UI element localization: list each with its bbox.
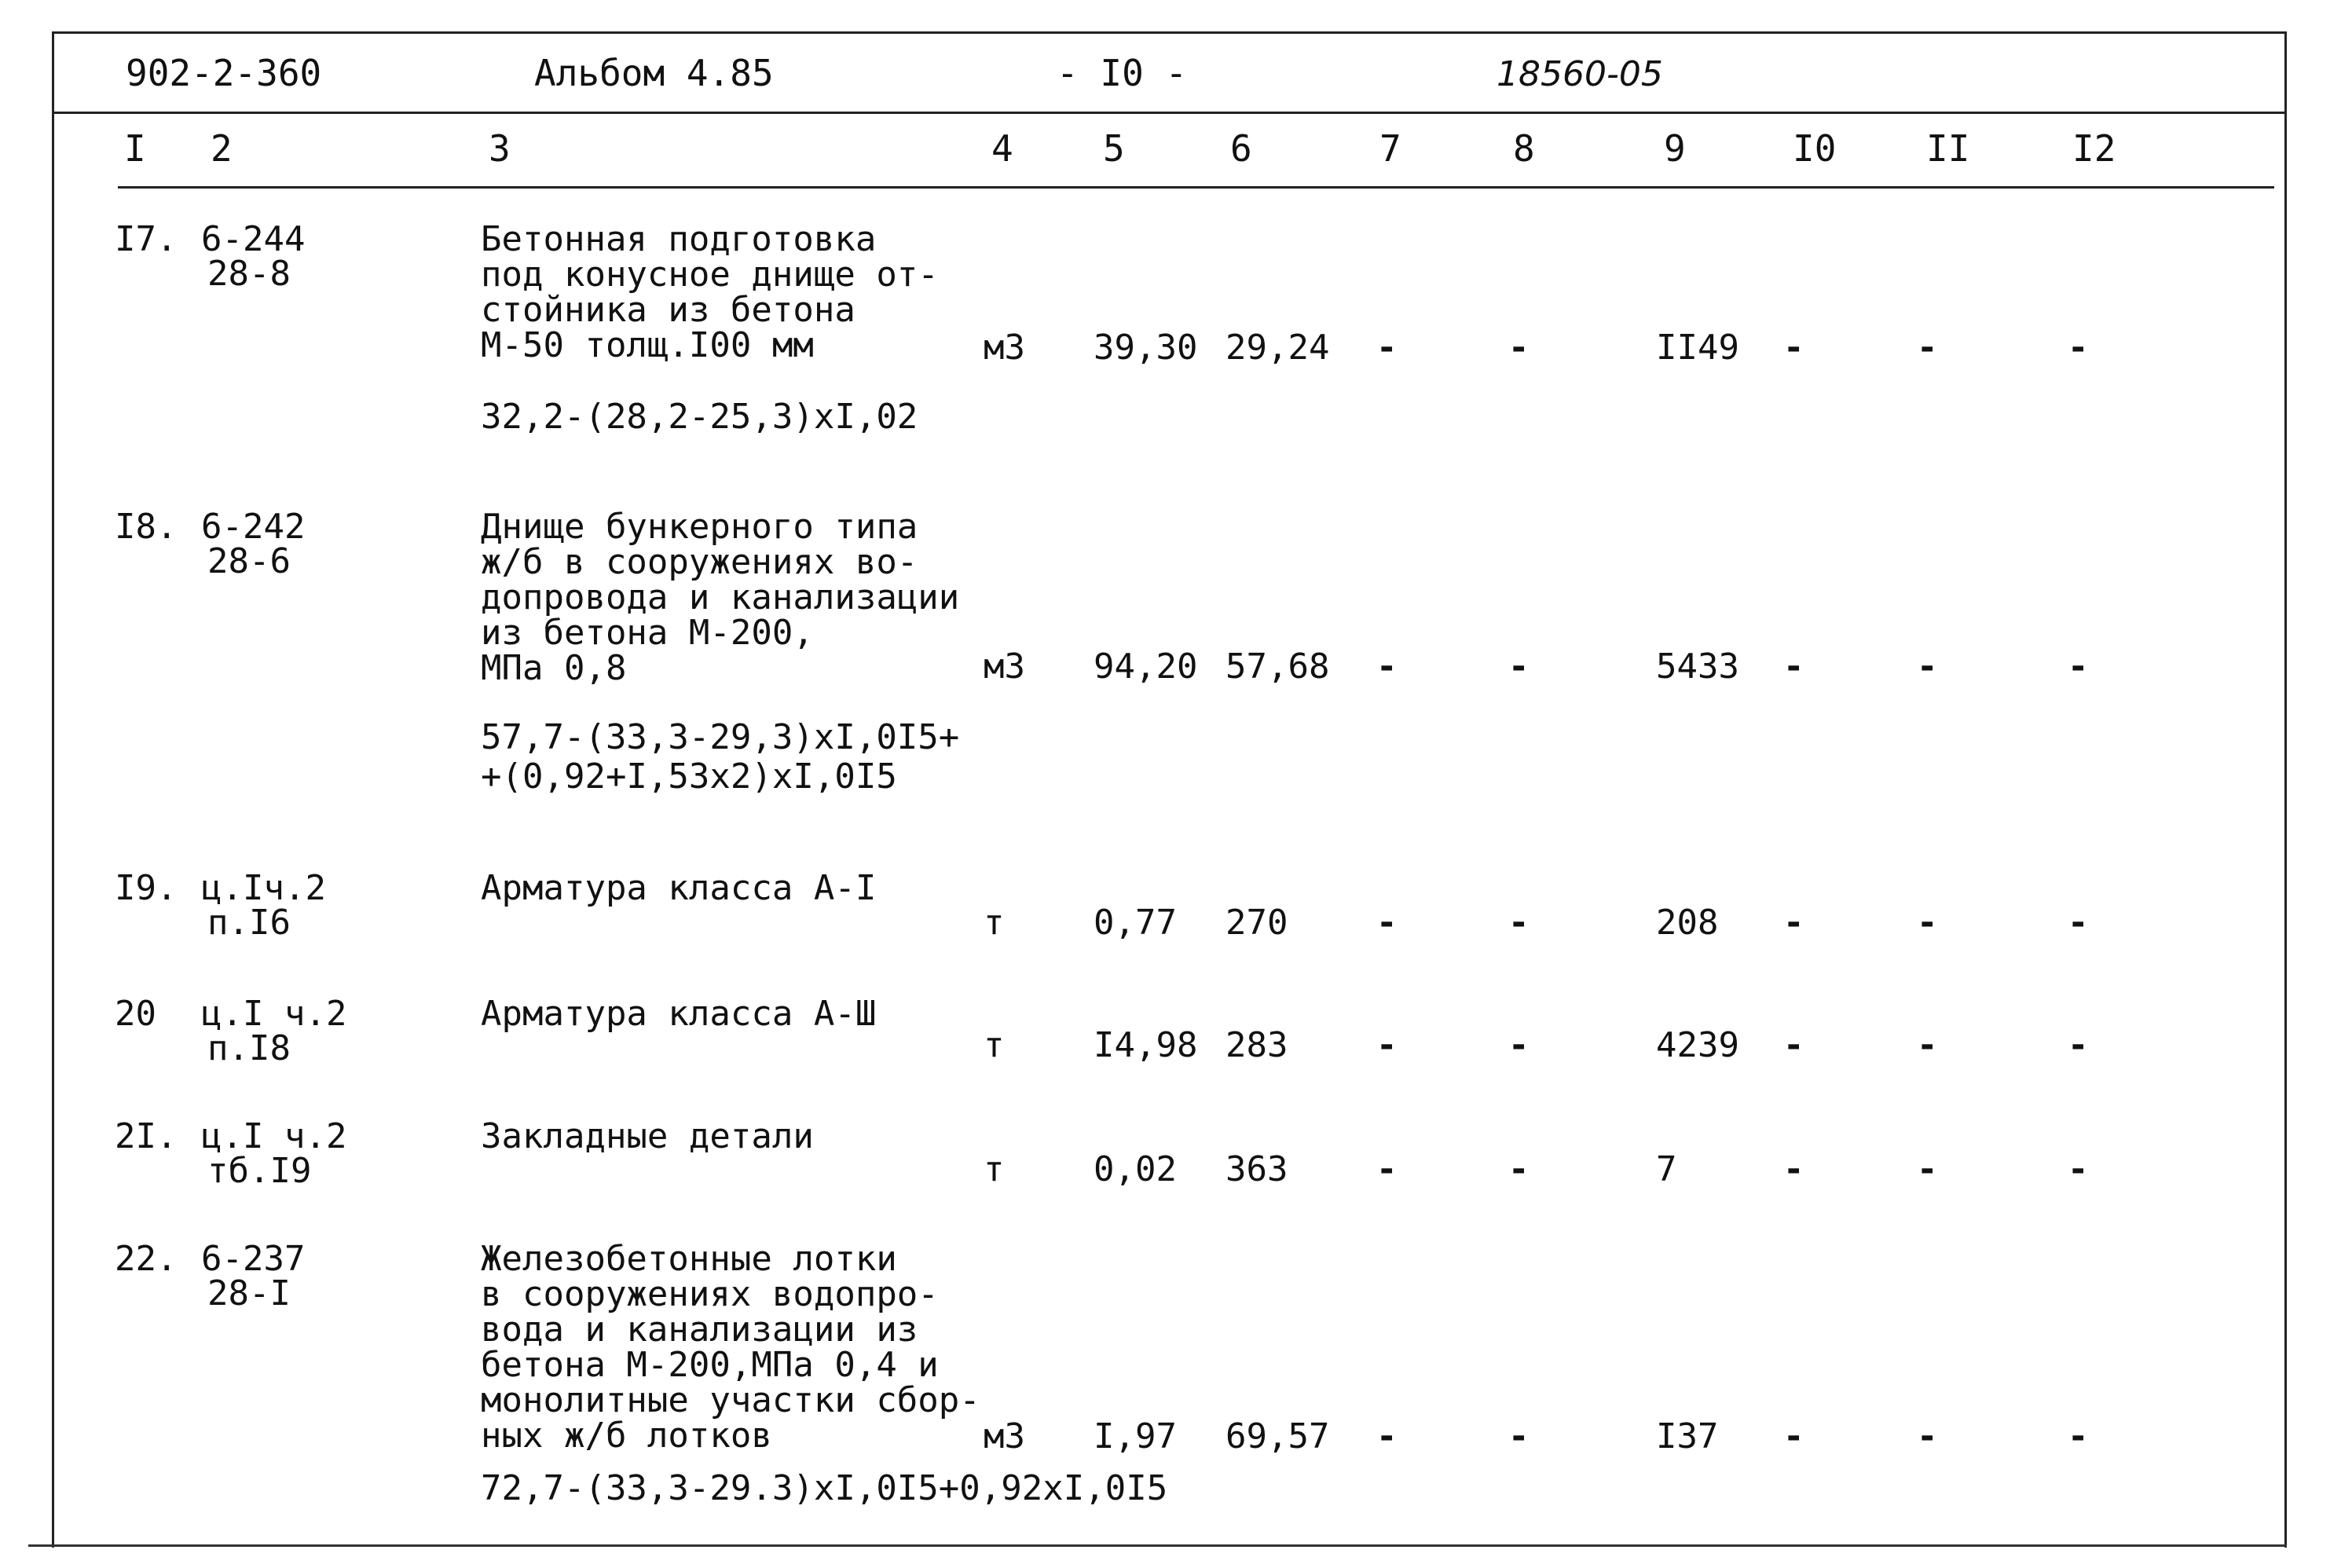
empty-cell-dash: - xyxy=(2068,1416,2089,1456)
unit-cell: т xyxy=(984,1149,1005,1189)
norm-code: ц.I ч.2 xyxy=(201,994,347,1034)
work-description-line: в сооружениях водопро- xyxy=(481,1274,939,1314)
norm-code: 6-237 xyxy=(201,1239,306,1279)
header-divider xyxy=(52,112,2287,114)
norm-code: ц.I ч.2 xyxy=(201,1116,347,1156)
empty-cell-dash: - xyxy=(2068,1025,2089,1065)
empty-cell-dash: - xyxy=(1376,1025,1398,1065)
unit-price-cell: 57,68 xyxy=(1225,647,1330,687)
work-description-line: под конусное днище от- xyxy=(481,255,939,295)
frame-bottom-border xyxy=(28,1544,2287,1547)
column-header: 5 xyxy=(1103,127,1125,170)
volume-formula: 32,2-(28,2-25,3)xI,02 xyxy=(481,397,918,437)
column-header: 9 xyxy=(1664,127,1686,170)
project-code: 902-2-360 xyxy=(126,52,322,94)
work-description-line: Бетонная подготовка xyxy=(481,219,877,259)
column-header: 8 xyxy=(1513,127,1535,170)
empty-cell-dash: - xyxy=(1508,903,1530,943)
column-header: I0 xyxy=(1793,127,1837,170)
unit-price-cell: 29,24 xyxy=(1225,328,1330,368)
frame-left-border xyxy=(52,31,54,1548)
row-number: I7. xyxy=(115,219,178,259)
empty-cell-dash: - xyxy=(1508,1149,1530,1189)
work-description-line: стойника из бетона xyxy=(481,290,855,330)
empty-cell-dash: - xyxy=(2068,328,2089,368)
column-header: 7 xyxy=(1379,127,1401,170)
unit-cell: м3 xyxy=(984,647,1025,687)
column-header-divider xyxy=(118,186,2274,189)
unit-cell: т xyxy=(984,1025,1005,1065)
norm-code: тб.I9 xyxy=(207,1151,312,1191)
empty-cell-dash: - xyxy=(2068,903,2089,943)
unit-cell: м3 xyxy=(984,1416,1025,1456)
total-cost-cell: I37 xyxy=(1656,1416,1719,1456)
unit-price-cell: 283 xyxy=(1225,1025,1288,1065)
column-header: 3 xyxy=(489,127,511,170)
column-header: 4 xyxy=(991,127,1013,170)
volume-formula: 57,7-(33,3-29,3)xI,0I5+ xyxy=(481,717,960,757)
empty-cell-dash: - xyxy=(1508,1416,1530,1456)
empty-cell-dash: - xyxy=(1376,1149,1398,1189)
empty-cell-dash: - xyxy=(1508,647,1530,687)
unit-price-cell: 363 xyxy=(1225,1149,1288,1189)
work-description-line: Железобетонные лотки xyxy=(481,1239,897,1279)
quantity-cell: I,97 xyxy=(1094,1416,1177,1456)
empty-cell-dash: - xyxy=(1376,903,1398,943)
quantity-cell: I4,98 xyxy=(1094,1025,1198,1065)
empty-cell-dash: - xyxy=(1783,647,1804,687)
quantity-cell: 39,30 xyxy=(1094,328,1198,368)
quantity-cell: 0,77 xyxy=(1094,903,1177,943)
document-number: 18560-05 xyxy=(1497,54,1663,94)
work-description-line: допровода и канализации xyxy=(481,577,960,617)
quantity-cell: 94,20 xyxy=(1094,647,1198,687)
row-number: 2I. xyxy=(115,1116,178,1156)
work-description-line: Арматура класса А-I xyxy=(481,868,877,908)
total-cost-cell: II49 xyxy=(1656,328,1739,368)
work-description-line: МПа 0,8 xyxy=(481,648,627,688)
norm-code: 28-I xyxy=(207,1273,291,1313)
empty-cell-dash: - xyxy=(1376,328,1398,368)
empty-cell-dash: - xyxy=(1917,647,1938,687)
empty-cell-dash: - xyxy=(1783,903,1804,943)
column-header: I2 xyxy=(2072,127,2116,170)
total-cost-cell: 5433 xyxy=(1656,647,1739,687)
work-description-line: Арматура класса А-Ш xyxy=(481,994,877,1034)
empty-cell-dash: - xyxy=(2068,1149,2089,1189)
work-description-line: бетона М-200,МПа 0,4 и xyxy=(481,1345,939,1385)
norm-code: 28-6 xyxy=(207,541,291,581)
volume-formula: 72,7-(33,3-29.3)xI,0I5+0,92xI,0I5 xyxy=(481,1468,1168,1508)
unit-cell: т xyxy=(984,903,1005,943)
empty-cell-dash: - xyxy=(1508,1025,1530,1065)
column-header: 6 xyxy=(1230,127,1252,170)
quantity-cell: 0,02 xyxy=(1094,1149,1177,1189)
work-description-line: Закладные детали xyxy=(481,1116,814,1156)
norm-code: 6-242 xyxy=(201,507,306,547)
row-number: 22. xyxy=(115,1239,178,1279)
frame-right-border xyxy=(2284,31,2287,1548)
column-header: 2 xyxy=(211,127,233,170)
empty-cell-dash: - xyxy=(1917,1416,1938,1456)
empty-cell-dash: - xyxy=(1917,1025,1938,1065)
work-description-line: вода и канализации из xyxy=(481,1310,918,1350)
empty-cell-dash: - xyxy=(1376,1416,1398,1456)
unit-cell: м3 xyxy=(984,328,1025,368)
work-description-line: Днище бункерного типа xyxy=(481,507,918,547)
page-number: - I0 - xyxy=(1057,52,1188,94)
row-number: 20 xyxy=(115,994,156,1034)
empty-cell-dash: - xyxy=(2068,647,2089,687)
work-description-line: М-50 толщ.I00 мм xyxy=(481,325,814,365)
norm-code: п.I6 xyxy=(207,903,291,943)
row-number: I8. xyxy=(115,507,178,547)
column-header: II xyxy=(1926,127,1970,170)
album-label: Альбом 4.85 xyxy=(534,52,774,94)
column-header: I xyxy=(124,127,146,170)
work-description-line: монолитные участки сбор- xyxy=(481,1380,980,1420)
empty-cell-dash: - xyxy=(1508,328,1530,368)
empty-cell-dash: - xyxy=(1783,1025,1804,1065)
work-description-line: из бетона М-200, xyxy=(481,613,814,653)
norm-code: 28-8 xyxy=(207,254,291,294)
empty-cell-dash: - xyxy=(1783,1149,1804,1189)
empty-cell-dash: - xyxy=(1376,647,1398,687)
empty-cell-dash: - xyxy=(1917,1149,1938,1189)
work-description-line: ных ж/б лотков xyxy=(481,1416,772,1456)
total-cost-cell: 7 xyxy=(1656,1149,1677,1189)
unit-price-cell: 270 xyxy=(1225,903,1288,943)
total-cost-cell: 4239 xyxy=(1656,1025,1739,1065)
norm-code: 6-244 xyxy=(201,219,306,259)
empty-cell-dash: - xyxy=(1917,903,1938,943)
unit-price-cell: 69,57 xyxy=(1225,1416,1330,1456)
empty-cell-dash: - xyxy=(1783,1416,1804,1456)
row-number: I9. xyxy=(115,868,178,908)
frame-top-border xyxy=(52,31,2287,34)
total-cost-cell: 208 xyxy=(1656,903,1719,943)
empty-cell-dash: - xyxy=(1917,328,1938,368)
empty-cell-dash: - xyxy=(1783,328,1804,368)
work-description-line: ж/б в сооружениях во- xyxy=(481,542,918,582)
volume-formula: +(0,92+I,53x2)xI,0I5 xyxy=(481,757,897,797)
norm-code: ц.Iч.2 xyxy=(201,868,326,908)
norm-code: п.I8 xyxy=(207,1028,291,1068)
